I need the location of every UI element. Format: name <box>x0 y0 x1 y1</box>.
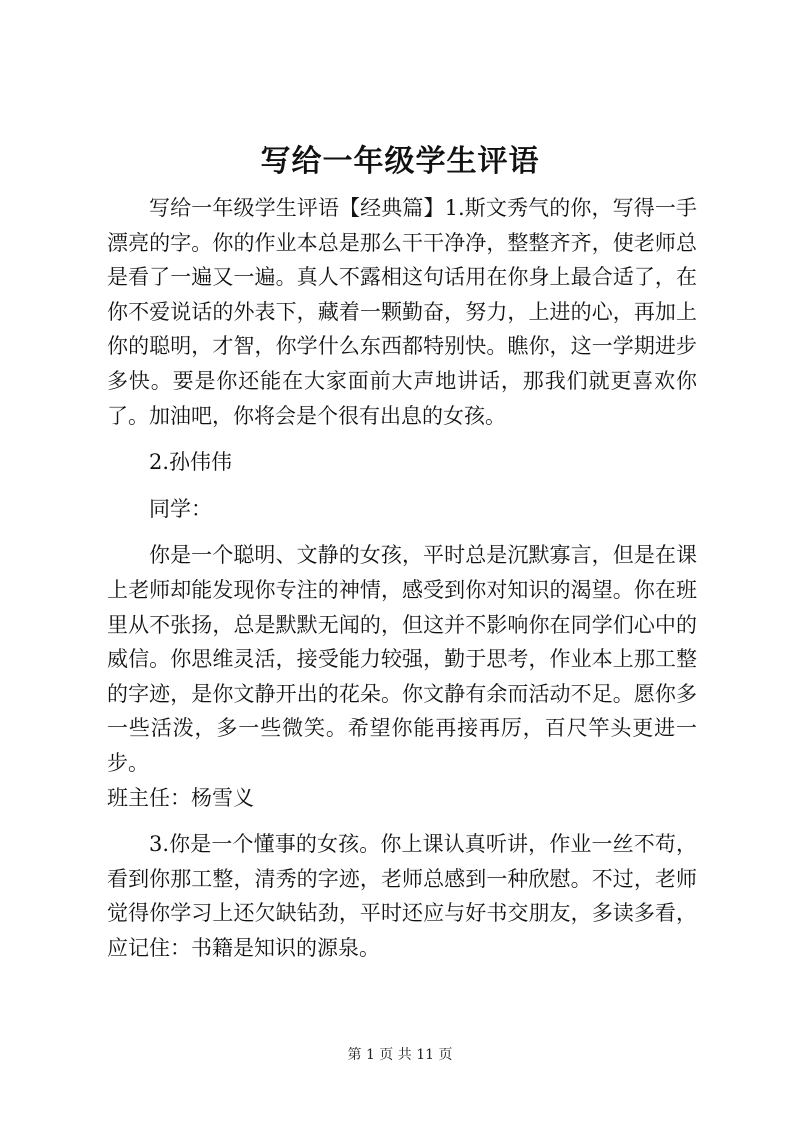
page-footer: 第 1 页 共 11 页 <box>347 1047 453 1063</box>
paragraph-comment-1: 写给一年级学生评语【经典篇】1.斯文秀气的你，写得一手漂亮的字。你的作业本总是那么干干净净，整整齐齐，使老师总是看了一遍又一遍。真人不露相这句话用在你身上最合适了，在你不爱说话的外表下，藏着一颗勤奋，努力，上进的心，再加上你的聪明，才智，你学什么东西都特别快。瞧你，这一学期进步多快。要是你还能在大家面前大声地讲话，那我们就更喜欢你了。加油吧，你将会是个很有出息的女孩。 <box>107 196 697 428</box>
teacher-signature: 班主任：杨雪义 <box>107 785 254 810</box>
page-title: 写给一年级学生评语 <box>260 144 540 179</box>
paragraph-student-2-heading: 2.孙伟伟 <box>149 450 233 475</box>
paragraph-greeting: 同学： <box>149 496 212 521</box>
paragraph-comment-3: 3.你是一个懂事的女孩。你上课认真听讲，作业一丝不苟，看到你那工整，清秀的字迹，老师总感到一种欣慰。不过，老师觉得你学习上还欠缺钻劲，平时还应与好书交朋友，多读多看，应记住：书籍是知识的源泉。 <box>107 832 697 960</box>
paragraph-comment-2: 你是一个聪明、文静的女孩，平时总是沉默寡言，但是在课上老师却能发现你专注的神情，感受到你对知识的渴望。你在班里从不张扬，总是默默无闻的，但这并不影响你在同学们心中的威信。你思维灵活，接受能力较强，勤于思考，作业本上那工整的字迹，是你文静开出的花朵。你文静有余而活动不足。愿你多一些活泼，多一些微笑。希望你能再接再厉，百尺竿头更进一步。 <box>107 543 697 775</box>
document-body <box>107 191 697 965</box>
